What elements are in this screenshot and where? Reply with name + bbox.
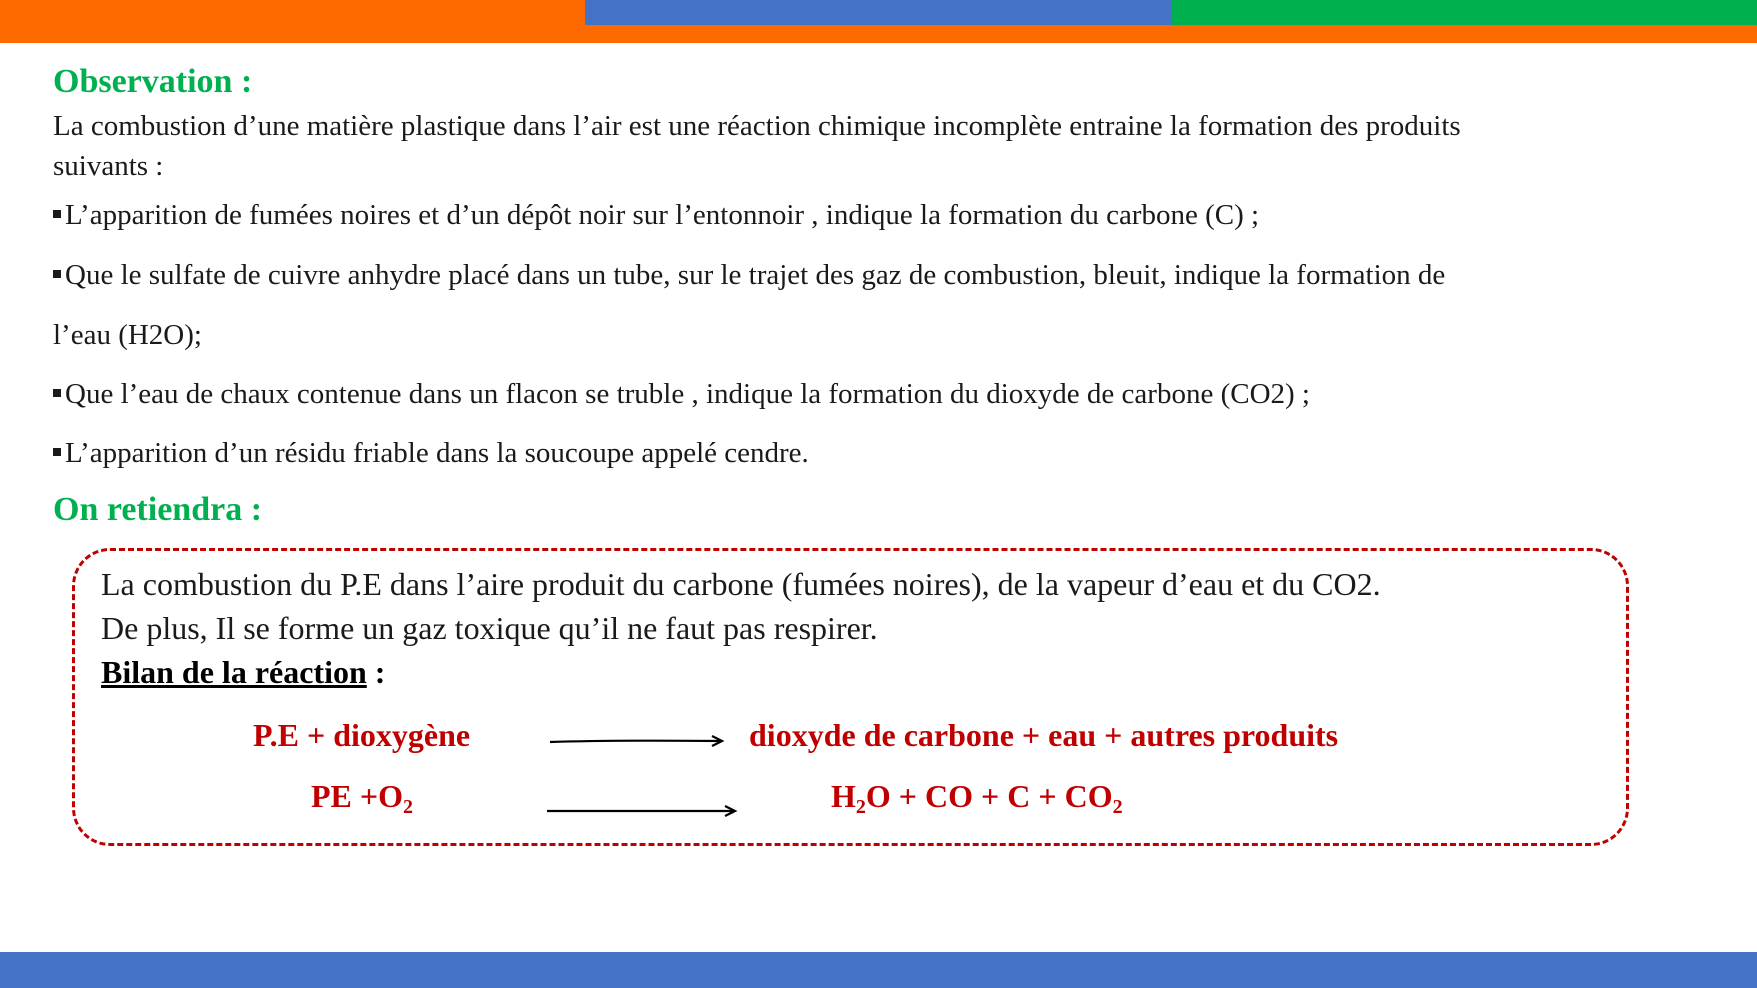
retenir-heading: On retiendra : [53,491,263,528]
formula-pe-o: PE +O [311,778,404,814]
formula-h: H [831,778,856,814]
reaction-arrow-icon [548,733,728,749]
observation-intro-line1: La combustion d’une matière plastique dans l’air est une réaction chimique incomplète entraine la formation des produits [53,110,1461,142]
observation-intro-line2: suivants : [53,150,164,182]
top-bar-orange-line [0,25,1757,43]
top-bar-green-segment [1171,0,1757,25]
bilan-label-text: Bilan de la réaction [101,654,367,690]
bilan-label [101,654,1631,691]
bullet-text: Que l’eau de chaux contenue dans un flacon se truble , indique la formation du dioxyde de carbone (CO2) ; [65,378,1310,410]
observation-intro [53,106,1703,186]
top-bar-blue-segment [585,0,1171,25]
bottom-color-bar [0,952,1757,988]
bullet-square-icon [53,389,61,397]
observation-heading: Observation : [53,63,253,100]
top-bar-orange-segment [0,0,585,25]
equation-formula-reactants [311,778,413,819]
bullet-item-water [53,259,1713,292]
bullet-text: l’eau (H2O); [53,319,202,351]
bullet-text: Que le sulfate de cuivre anhydre placé dans un tube, sur le trajet des gaz de combustion, bleuit, indique la formation de [65,259,1446,291]
summary-line-1: La combustion du P.E dans l’aire produit du carbone (fumées noires), de la vapeur d’eau et du CO2. [101,566,1381,602]
summary-line-2: De plus, Il se forme un gaz toxique qu’il ne faut pas respirer. [101,610,878,646]
bullet-text: L’apparition d’un résidu friable dans la soucoupe appelé cendre. [65,437,809,469]
bullet-square-icon [53,270,61,278]
formula-rest: O + CO + C + CO [865,778,1113,814]
formula-h2-subscript: 2 [855,796,866,818]
formula-o2-subscript: 2 [403,796,414,818]
equation-formula-products [831,778,1123,819]
bullet-item-co2 [53,378,1713,411]
bullet-square-icon [53,448,61,456]
bullet-square-icon [53,210,61,218]
bullet-text: L’apparition de fumées noires et d’un dépôt noir sur l’entonnoir , indique la formation du carbone (C) ; [65,199,1260,231]
bullet-item-carbon [53,199,1713,232]
bullet-item-water-continued [53,319,1713,352]
bullet-item-ash [53,437,1713,470]
top-color-bar [0,0,1757,43]
equation-words-products: dioxyde de carbone + eau + autres produits [749,717,1339,753]
bilan-colon: : [366,654,386,690]
equation-words-reactants: P.E + dioxygène [253,717,471,753]
formula-co2-subscript: 2 [1112,796,1123,818]
reaction-arrow-icon [545,803,741,819]
